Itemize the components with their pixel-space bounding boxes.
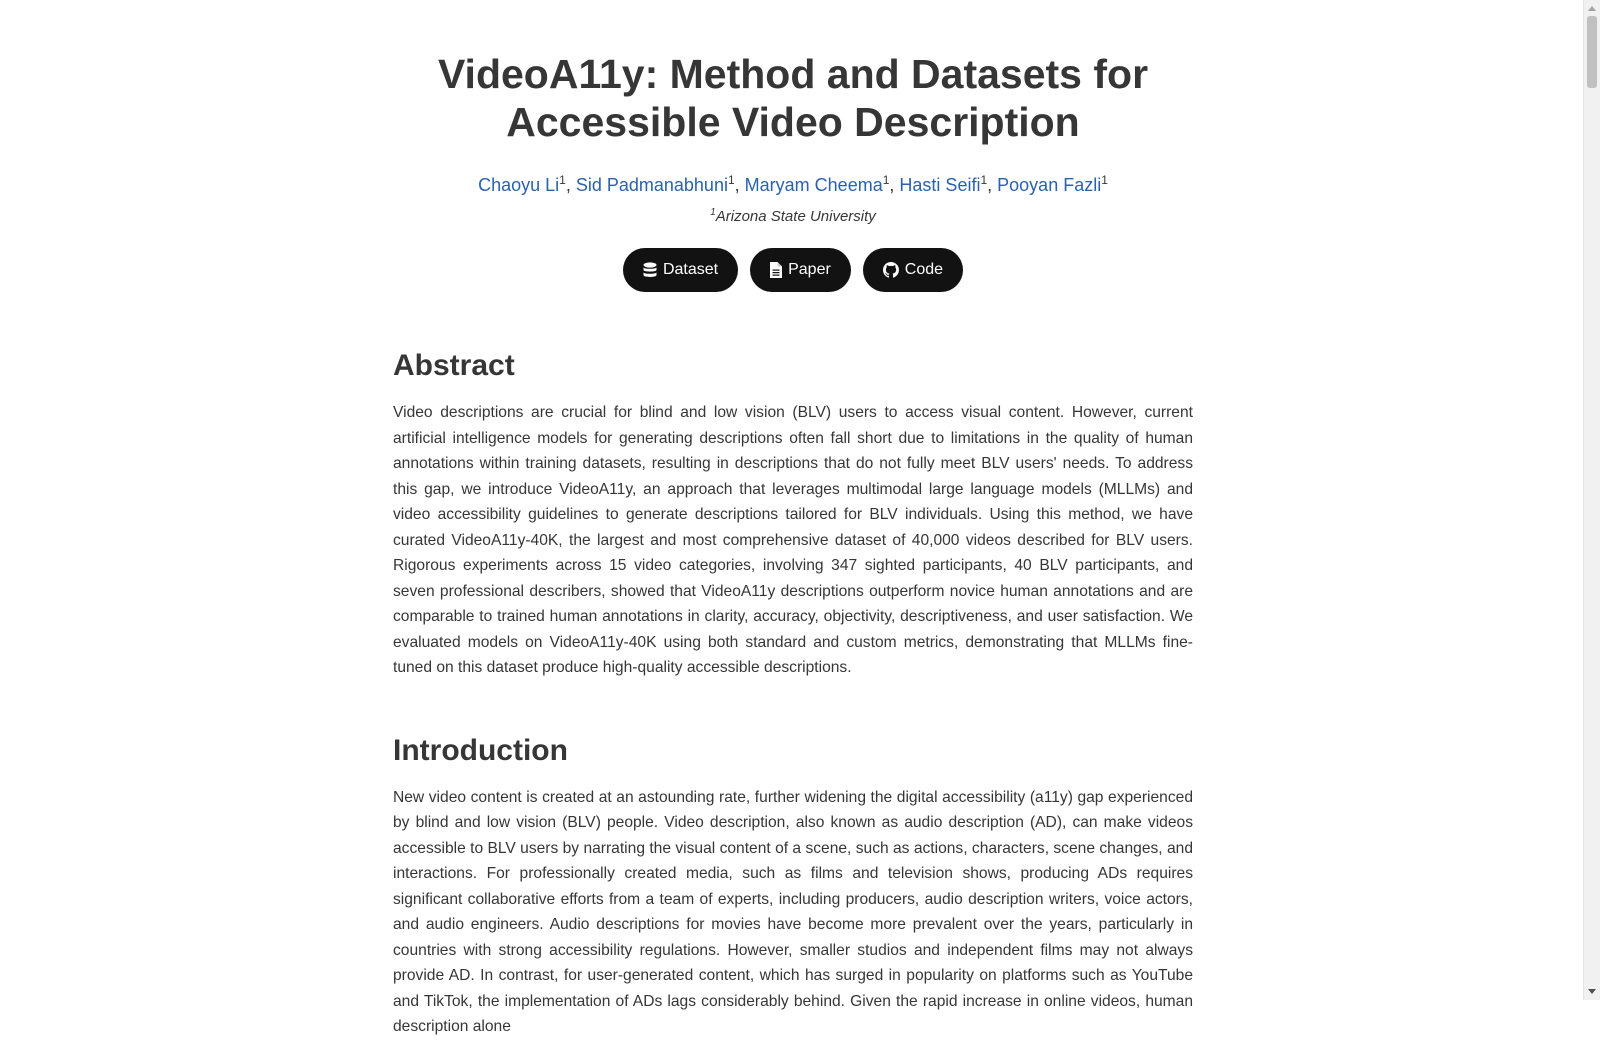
affiliation-superscript: 1 <box>710 207 716 218</box>
author-list <box>393 168 1193 197</box>
code-button-label: Code <box>904 261 944 278</box>
paper-button[interactable] <box>750 248 851 292</box>
scroll-up-arrow-icon[interactable] <box>1584 0 1600 16</box>
scrollbar-thumb[interactable] <box>1587 16 1597 88</box>
file-icon <box>770 262 782 278</box>
author-link[interactable]: Hasti Seifi <box>899 175 981 195</box>
author-affiliation-superscript: 1 <box>727 173 735 187</box>
author-separator: , <box>987 175 998 195</box>
page-title: VideoA11y: Method and Datasets for Accessible Video Description <box>437 51 1149 145</box>
author-affiliation-superscript: 1 <box>559 173 566 187</box>
author-link[interactable]: Maryam Cheema <box>744 175 883 195</box>
introduction-text: New video content is created at an astounding rate, further widening the digital accessibility (a11y) gap experienced by blind and low vision (BLV) people. Video description, also known as audio description (AD), can make videos accessible to BLV users by narrating the visual content of a scene, such as actions, characters, scene changes, and interactions. For professionally created media, such as films and television shows, producing ADs requires significant collaborative efforts from a team of experts, including producers, audio description writers, voice actors, and audio engineers. Audio descriptions for movies have become more prevalent over the years, particularly in countries with strong accessibility regulations. However, smaller studios and independent films may not always provide AD. In contrast, for user-generated content, which has surged in popularity on platforms such as YouTube and TikTok, the implementation of ADs lags considerably behind. Given the rapid increase in online videos, human description alone <box>393 788 1193 1035</box>
affiliation-name: Arizona State University <box>715 208 876 225</box>
author-affiliation-superscript: 1 <box>980 173 988 187</box>
author-affiliation-superscript: 1 <box>882 173 890 187</box>
dataset-button-label: Dataset <box>662 261 719 278</box>
affiliation <box>393 207 1193 225</box>
author-link[interactable]: Chaoyu Li <box>478 175 560 195</box>
vertical-scrollbar[interactable] <box>1583 0 1600 1000</box>
scroll-down-arrow-icon[interactable] <box>1584 984 1600 1000</box>
author-link[interactable]: Sid Padmanabhuni <box>575 175 728 195</box>
introduction-heading: Introduction <box>393 733 568 767</box>
abstract-heading: Abstract <box>393 349 515 382</box>
author-separator: , <box>565 175 576 195</box>
author-separator: , <box>734 175 745 195</box>
dataset-button[interactable] <box>623 248 738 292</box>
link-buttons <box>393 248 1193 292</box>
paper-button-label: Paper <box>788 261 831 278</box>
main-content <box>393 0 1193 1040</box>
code-button[interactable] <box>863 248 963 292</box>
author-link[interactable]: Pooyan Fazli <box>997 175 1102 195</box>
author-affiliation-superscript: 1 <box>1101 173 1108 187</box>
abstract-text: Video descriptions are crucial for blind and low vision (BLV) users to access visual content. However, current artificial intelligence models for generating descriptions often fall short due to limitations in the quality of human annotations within training datasets, resulting in descriptions that do not fully meet BLV users' needs. To address this gap, we introduce VideoA11y, an approach that leverages multimodal large language models (MLLMs) and video accessibility guidelines to generate descriptions tailored for BLV individuals. Using this method, we have curated VideoA11y-40K, the largest and most comprehensive dataset of 40,000 videos described for BLV users. Rigorous experiments across 15 video categories, involving 347 sighted participants, 40 BLV participants, and seven professional describers, showed that VideoA11y descriptions outperform novice human annotations and are comparable to trained human annotations in clarity, accuracy, objectivity, descriptiveness, and user satisfaction. We evaluated models on VideoA11y-40K using both standard and custom metrics, demonstrating that MLLMs fine-tuned on this dataset produce high-quality accessible descriptions. <box>393 404 1193 676</box>
database-icon <box>643 262 657 278</box>
github-icon <box>883 262 899 278</box>
author-separator: , <box>889 175 900 195</box>
